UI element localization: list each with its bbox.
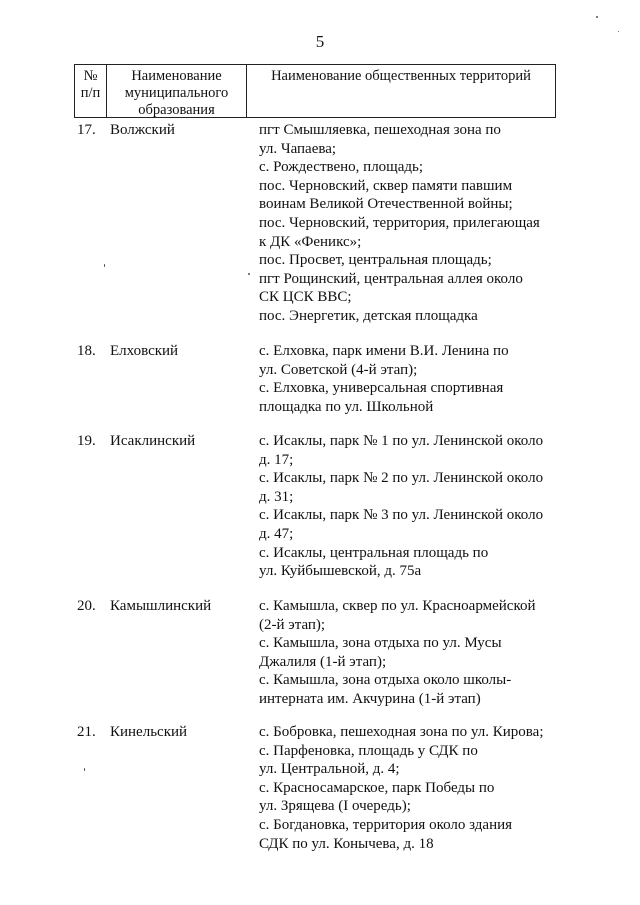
territory-line: ул. Центральной, д. 4; bbox=[259, 761, 400, 778]
territory-line: с. Парфеновка, площадь у СДК по bbox=[259, 742, 478, 759]
row-number: 17. bbox=[77, 122, 96, 138]
territory-line: интерната им. Акчурина (1-й этап) bbox=[259, 690, 481, 707]
header-municipality bbox=[107, 65, 247, 117]
territory-line: д. 17; bbox=[259, 451, 294, 468]
territory-line: с. Исаклы, парк № 1 по ул. Ленинской около bbox=[259, 433, 544, 449]
territory-line: Джалиля (1-й этап); bbox=[259, 653, 387, 670]
territory-line: с. Богдановка, территория около здания bbox=[259, 816, 513, 833]
scan-speck bbox=[104, 264, 105, 267]
row-municipality: Камышлинский bbox=[110, 598, 212, 614]
territory-line: пос. Черновский, территория, прилегающая bbox=[259, 214, 540, 231]
row-number: 21. bbox=[77, 724, 96, 740]
header-territories-text: Наименование общественных территорий bbox=[271, 68, 531, 84]
territory-line: с. Исаклы, парк № 2 по ул. Ленинской около bbox=[259, 470, 544, 487]
territory-line: к ДК «Феникс»; bbox=[259, 233, 362, 250]
territory-line: ул. Куйбышевской, д. 75а bbox=[259, 563, 422, 580]
territory-line: пос. Просвет, центральная площадь; bbox=[259, 252, 492, 269]
row-municipality: Елховский bbox=[110, 343, 179, 359]
scan-speck bbox=[248, 273, 250, 275]
territory-line: воинам Великой Отечественной войны; bbox=[259, 196, 513, 213]
row-territories bbox=[259, 723, 559, 853]
row-municipality: Волжский bbox=[110, 122, 175, 138]
territory-line: пос. Черновский, сквер памяти павшим bbox=[259, 177, 513, 194]
territory-line: с. Исаклы, центральная площадь по bbox=[259, 544, 489, 561]
territory-line: ул. Советской (4-й этап); bbox=[259, 361, 418, 378]
territory-line: пгт Рощинский, центральная аллея около bbox=[259, 270, 523, 287]
territory-line: с. Камышла, зона отдыха около школы- bbox=[259, 672, 512, 689]
territory-line: пгт Смышляевка, пешеходная зона по bbox=[259, 122, 501, 138]
territory-line: СДК по ул. Конычева, д. 18 bbox=[259, 835, 434, 852]
territory-line: СК ЦСК ВВС; bbox=[259, 289, 352, 306]
row-territories bbox=[259, 121, 559, 326]
header-municipality-text: Наименование муниципального образования bbox=[124, 68, 229, 118]
row-territories bbox=[259, 432, 559, 581]
territory-line: с. Рождествено, площадь; bbox=[259, 159, 424, 176]
territory-line: ул. Зрящева (I очередь); bbox=[259, 798, 411, 815]
territory-line: с. Елховка, парк имени В.И. Ленина по bbox=[259, 343, 509, 359]
territory-line: пос. Энергетик, детская площадка bbox=[259, 307, 478, 324]
row-municipality: Кинельский bbox=[110, 724, 188, 740]
table-header bbox=[74, 64, 556, 118]
territory-line: с. Елховка, универсальная спортивная bbox=[259, 380, 504, 397]
territory-line: с. Камышла, сквер по ул. Красноармейской bbox=[259, 598, 536, 614]
scan-speck bbox=[84, 768, 85, 771]
row-municipality: Исаклинский bbox=[110, 433, 196, 449]
territory-line: (2-й этап); bbox=[259, 616, 326, 633]
territory-line: ул. Чапаева; bbox=[259, 140, 337, 157]
territory-line: с. Красносамарское, парк Победы по bbox=[259, 779, 495, 796]
header-number bbox=[75, 65, 107, 117]
row-number: 20. bbox=[77, 598, 96, 614]
territory-line: с. Бобровка, пешеходная зона по ул. Кирова; bbox=[259, 724, 544, 740]
territory-line: д. 31; bbox=[259, 488, 294, 505]
row-number: 19. bbox=[77, 433, 96, 449]
territory-line: с. Камышла, зона отдыха по ул. Мусы bbox=[259, 635, 502, 652]
page-number: 5 bbox=[315, 32, 325, 51]
scan-speck bbox=[596, 16, 598, 18]
row-territories bbox=[259, 597, 559, 709]
row-territories bbox=[259, 342, 559, 416]
territory-line: с. Исаклы, парк № 3 по ул. Ленинской около bbox=[259, 507, 544, 524]
territory-line: д. 47; bbox=[259, 525, 294, 542]
row-number: 18. bbox=[77, 343, 96, 359]
header-territories bbox=[247, 65, 555, 117]
scan-speck bbox=[618, 31, 619, 32]
territory-line: площадка по ул. Школьной bbox=[259, 398, 434, 415]
header-number-text: № п/п bbox=[80, 68, 101, 101]
